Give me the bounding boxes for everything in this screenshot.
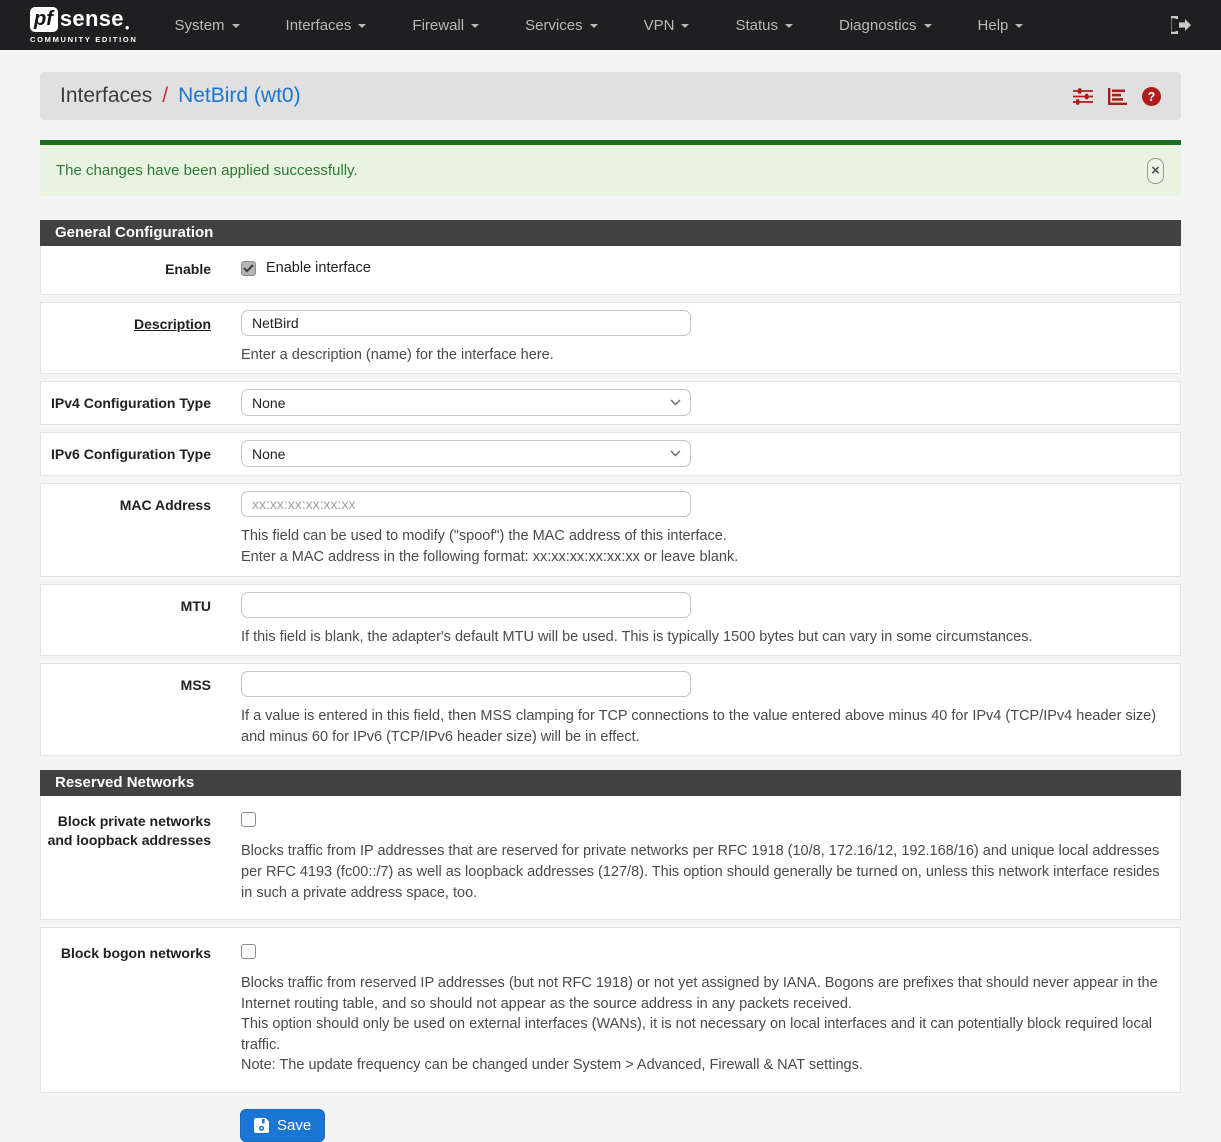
description-label: Description xyxy=(133,315,211,332)
block-bogon-networks-row xyxy=(40,927,1181,1093)
reserved-networks-section xyxy=(40,770,1181,1093)
enable-interface-checkbox-label[interactable]: Enable interface xyxy=(266,260,371,276)
breadcrumb-page: NetBird (wt0) xyxy=(178,84,301,107)
menu-interfaces[interactable]: Interfaces xyxy=(263,2,390,49)
description-row xyxy=(40,302,1181,375)
mss-row xyxy=(40,663,1181,756)
block-private-networks-row xyxy=(40,796,1181,920)
menu-services[interactable]: Services xyxy=(502,2,621,49)
block-bogon-networks-checkbox[interactable] xyxy=(241,944,256,959)
description-input[interactable] xyxy=(241,310,691,336)
ipv4-configuration-type-row xyxy=(40,381,1181,425)
sign-out-icon[interactable] xyxy=(1169,15,1191,35)
general-configuration-header: General Configuration xyxy=(40,220,1181,246)
caret-down-icon xyxy=(1015,24,1023,28)
ipv6-configuration-type-row xyxy=(40,432,1181,476)
block-private-networks-help: Blocks traffic from IP addresses that are reserved for private networks per RFC 1918 (10/8, 172.16/12, 192.168/16) and unique local addresses per RFC 4193 (fc00::/7) as well as loopback addresses (127/8). This option should generally be turned on, unless this network interface resides in such a private address space, too. xyxy=(241,843,1160,901)
save-floppy-icon xyxy=(254,1118,269,1133)
breadcrumb xyxy=(40,72,1181,120)
save-button[interactable] xyxy=(240,1109,325,1142)
mss-label: MSS xyxy=(180,677,211,694)
mtu-label: MTU xyxy=(180,597,211,614)
block-bogon-networks-help: Blocks traffic from reserved IP addresses (but not RFC 1918) or not yet assigned by IANA. Bogons are prefixes that should never appear in the Internet routing table, and so should not appear as the source address in any packets received. This option should only be used on external interfaces (WANs), it is not necessary on local interfaces and it can potentially block required local traffic. Note: The update frequency can be changed under System > Advanced, Firewall & NAT settings. xyxy=(241,975,1158,1074)
sliders-icon[interactable] xyxy=(1073,88,1093,105)
logo-pf: pf xyxy=(30,7,58,32)
block-private-networks-label: Block private networks and loopback addresses xyxy=(47,813,211,849)
caret-down-icon xyxy=(358,24,366,28)
ipv6-type-selected-value: None xyxy=(252,445,286,462)
enable-interface-checkbox[interactable] xyxy=(241,261,256,276)
menu-status[interactable]: Status xyxy=(712,2,816,49)
status-chart-icon[interactable] xyxy=(1108,88,1127,105)
menu-system[interactable]: System xyxy=(152,2,263,49)
mtu-row xyxy=(40,584,1181,657)
mac-address-row xyxy=(40,483,1181,576)
description-help: Enter a description (name) for the interface here. xyxy=(241,346,554,363)
main-menu xyxy=(152,2,1047,49)
check-icon xyxy=(243,264,254,273)
breadcrumb-section[interactable]: Interfaces xyxy=(60,84,153,107)
alert-close-button[interactable] xyxy=(1147,158,1164,184)
caret-down-icon xyxy=(681,24,689,28)
menu-firewall[interactable]: Firewall xyxy=(389,2,502,49)
ipv6-configuration-type-label: IPv6 Configuration Type xyxy=(51,446,211,463)
chevron-down-icon xyxy=(670,450,681,457)
svg-text:?: ? xyxy=(1147,89,1156,104)
success-alert-message: The changes have been applied successfully. xyxy=(56,162,358,179)
top-navbar xyxy=(0,0,1221,50)
caret-down-icon xyxy=(590,24,598,28)
pfsense-logo[interactable] xyxy=(30,7,138,44)
block-bogon-networks-label: Block bogon networks xyxy=(60,945,211,962)
block-private-networks-checkbox[interactable] xyxy=(241,812,256,827)
logo-sense: sense xyxy=(59,6,124,31)
success-alert xyxy=(40,140,1181,196)
mtu-help: If this field is blank, the adapter's default MTU will be used. This is typically 1500 bytes but can vary in some circumstances. xyxy=(241,628,1033,645)
ipv4-configuration-type-label: IPv4 Configuration Type xyxy=(51,395,211,412)
enable-label: Enable xyxy=(165,261,211,277)
mss-input[interactable] xyxy=(241,671,691,697)
ipv6-configuration-type-select[interactable] xyxy=(241,440,691,467)
breadcrumb-separator: / xyxy=(162,84,169,107)
reserved-networks-header: Reserved Networks xyxy=(40,770,1181,796)
caret-down-icon xyxy=(232,24,240,28)
mss-help: If a value is entered in this field, then MSS clamping for TCP connections to the value entered above minus 40 for IPv4 (TCP/IPv4 header size) and minus 60 for IPv6 (TCP/IPv6 header size) will be in effect. xyxy=(241,708,1157,745)
caret-down-icon xyxy=(924,24,932,28)
ipv4-type-selected-value: None xyxy=(252,394,286,411)
mac-address-label: MAC Address xyxy=(119,497,211,514)
chevron-down-icon xyxy=(670,399,681,406)
save-button-label: Save xyxy=(277,1116,312,1134)
caret-down-icon xyxy=(785,24,793,28)
mac-address-help: This field can be used to modify ("spoof") the MAC address of this interface. Enter a MAC address in the following format: xx:xx:xx:xx:xx:xx or leave blank. xyxy=(241,528,739,566)
menu-diagnostics[interactable]: Diagnostics xyxy=(816,2,955,49)
general-configuration-section xyxy=(40,220,1181,756)
menu-help[interactable]: Help xyxy=(955,2,1047,49)
ipv4-configuration-type-select[interactable] xyxy=(241,389,691,416)
close-icon: × xyxy=(1151,162,1160,179)
mac-address-input[interactable] xyxy=(241,491,691,517)
mtu-input[interactable] xyxy=(241,592,691,618)
enable-row xyxy=(40,246,1181,295)
logo-subtitle: COMMUNITY EDITION xyxy=(30,34,138,44)
help-icon[interactable] xyxy=(1142,87,1161,106)
menu-vpn[interactable]: VPN xyxy=(621,2,713,49)
caret-down-icon xyxy=(471,24,479,28)
logo-trademark-dot: ● xyxy=(124,22,130,32)
